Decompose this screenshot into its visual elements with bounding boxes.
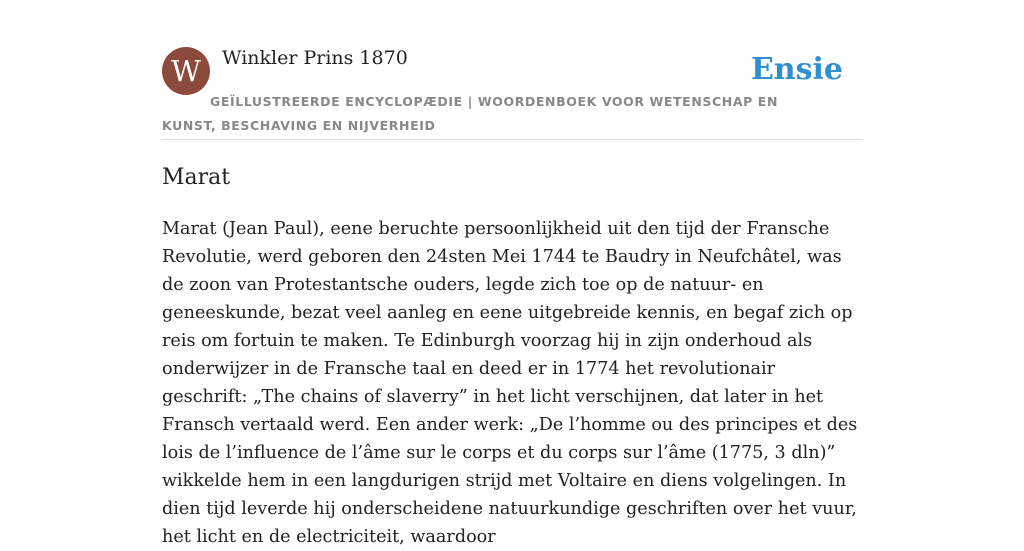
source-subtitle: GEÏLLUSTREERDE ENCYCLOPÆDIE | WOORDENBOEK VOOR WETENSCHAP EN KUNST, BESCHAVING EN NIJVERHEID	[162, 94, 779, 133]
avatar[interactable]: W	[162, 47, 210, 95]
article-body: Marat (Jean Paul), eene beruchte persoonlijkheid uit den tijd der Fransche Revolutie, werd geboren den 24sten Mei 1744 te Baudry in Neufchâtel, was de zoon van Protestantsche ouders, legde zich toe op de natuur- en geneeskunde, bezat veel aanleg en eene uitgebreide kennis, en begaf zich op reis om fortuin te maken. Te Edinburgh voorzag hij in zijn onderhoud als onderwijzer in de Fransche taal en deed er in 1774 het revolutionair geschrift: „The chains of slaverry” in het licht verschijnen, dat later in het Fransch vertaald werd. Een ander werk: „De l’homme ou des principes et des lois de l’influence de l’âme sur le corps et du corps sur l’âme (1775, 3 dln)” wikkelde hem in een langdurigen strijd met Voltaire en diens volgelingen. In dien tijd leverde hij onderscheidene natuurkundige geschriften over het vuur, het licht en de electriciteit, waardoor	[162, 219, 858, 547]
ensie-logo-link[interactable]: Ensie	[750, 52, 843, 87]
source-title-link[interactable]: Winkler Prins 1870	[222, 47, 408, 69]
article-title: Marat	[162, 165, 231, 190]
source-header	[162, 44, 862, 140]
